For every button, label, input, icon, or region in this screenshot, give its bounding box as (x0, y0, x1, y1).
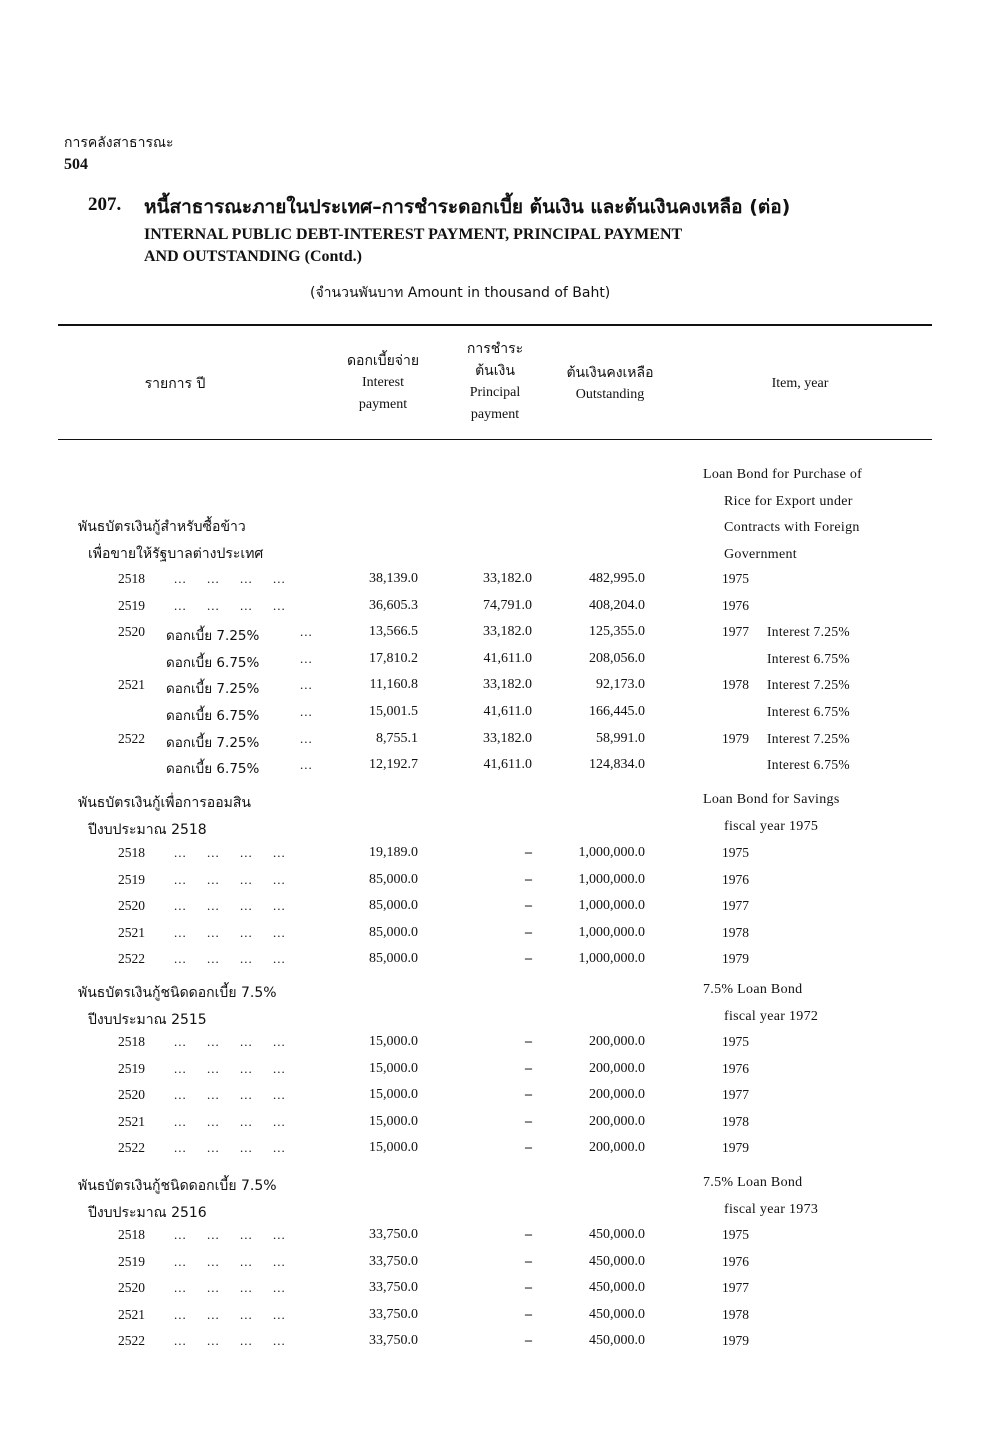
interest-cell: 15,000.0 (369, 1060, 418, 1076)
row-year-en: 1979 (722, 1140, 749, 1156)
col-header-interest: ดอกเบี้ยจ่าย Interest payment (346, 353, 420, 412)
leader-dots: ... ... ... ... (174, 951, 286, 967)
principal-cell: – (525, 845, 532, 860)
outstanding-cell: 1,000,000.0 (578, 845, 645, 860)
interest-cell: 15,000.0 (369, 1140, 418, 1156)
row-year-en: 1978 (722, 924, 749, 940)
row-year-en: 1975 (722, 845, 749, 860)
row-label-th: ดอกเบี้ย 6.75% (166, 761, 260, 778)
col-header-item-en: Item, year (771, 376, 829, 391)
row-label-en: Interest 6.75% (767, 650, 850, 666)
outstanding-cell: 58,991.0 (596, 730, 645, 746)
row-year-th: 2519 (118, 597, 145, 613)
leader-dots: ... ... ... ... (174, 1253, 286, 1269)
leader-dots: ... (300, 650, 313, 666)
interest-cell: 8,755.1 (376, 730, 418, 746)
principal-cell: – (525, 1253, 532, 1269)
interest-cell: 11,160.8 (369, 677, 418, 693)
row-label-en: Interest 6.75% (767, 757, 850, 773)
leader-dots: ... ... ... ... (174, 1060, 286, 1076)
row-year-th: 2519 (118, 1253, 145, 1269)
principal-cell: 33,182.0 (483, 730, 532, 746)
principal-cell: – (525, 1140, 532, 1156)
row-year-en: 1975 (722, 1034, 749, 1049)
leader-dots: ... ... ... ... (174, 845, 286, 860)
principal-cell: – (525, 1227, 532, 1242)
table-title-thai: หนี้สาธารณะภายในประเทศ–การชำระดอกเบี้ย ต้นเงิน และต้นเงินคงเหลือ (ต่อ) (144, 196, 791, 218)
row-year-en: 1975 (722, 571, 749, 586)
row-year-th: 2522 (118, 730, 145, 746)
interest-cell: 85,000.0 (369, 951, 418, 967)
row-year-th: 2519 (118, 1060, 145, 1076)
section-title-en: 7.5% Loan Bond (703, 982, 803, 997)
interest-cell: 19,189.0 (369, 845, 418, 860)
col-header-outstanding: ต้นเงินคงเหลือ Outstanding (566, 365, 654, 402)
unit-note: (จำนวนพันบาท Amount in thousand of Baht) (310, 285, 611, 301)
section-title-en: Loan Bond for Purchase of (703, 467, 863, 482)
principal-cell: – (525, 1034, 532, 1049)
leader-dots: ... (300, 704, 313, 719)
leader-dots: ... ... ... ... (174, 871, 286, 887)
section-title-th: ปีงบประมาณ 2518 (88, 822, 207, 838)
interest-cell: 33,750.0 (369, 1253, 418, 1269)
outstanding-cell: 166,445.0 (589, 704, 645, 719)
outstanding-cell: 200,000.0 (589, 1060, 645, 1076)
leader-dots: ... (300, 730, 313, 746)
outstanding-cell: 450,000.0 (589, 1306, 645, 1322)
row-year-th: 2519 (118, 871, 145, 887)
section-title-th: ปีงบประมาณ 2516 (88, 1205, 207, 1221)
leader-dots: ... ... ... ... (174, 924, 286, 940)
section-title-th: พันธบัตรเงินกู้ชนิดดอกเบี้ย 7.5% (78, 1178, 277, 1194)
row-year-en: 1976 (722, 1253, 749, 1269)
leader-dots: ... ... ... ... (174, 1087, 286, 1103)
leader-dots: ... ... ... ... (174, 1227, 286, 1242)
row-label-th: ดอกเบี้ย 6.75% (166, 708, 260, 724)
row-year-th: 2521 (118, 1306, 145, 1322)
principal-cell: 41,611.0 (483, 650, 532, 666)
principal-cell: – (525, 871, 532, 887)
row-year-en: 1977 (722, 624, 749, 640)
row-year-th: 2522 (118, 1333, 145, 1349)
row-year-th: 2520 (118, 624, 145, 640)
section-title-th: ปีงบประมาณ 2515 (88, 1012, 207, 1028)
outstanding-cell: 1,000,000.0 (578, 924, 645, 940)
section-title-th: พันธบัตรเงินกู้สำหรับซื้อข้าว (78, 519, 246, 535)
outstanding-cell: 124,834.0 (589, 757, 645, 773)
leader-dots: ... ... ... ... (174, 898, 286, 914)
interest-cell: 12,192.7 (369, 757, 418, 773)
section-title-en: 7.5% Loan Bond (703, 1175, 803, 1190)
leader-dots: ... (300, 624, 313, 640)
row-label-th: ดอกเบี้ย 6.75% (166, 654, 260, 671)
principal-cell: – (525, 951, 532, 967)
row-year-en: 1979 (722, 730, 749, 746)
outstanding-cell: 450,000.0 (589, 1253, 645, 1269)
principal-cell: – (525, 1333, 532, 1349)
principal-cell: – (525, 1060, 532, 1076)
interest-cell: 85,000.0 (369, 924, 418, 940)
row-year-th: 2522 (118, 1140, 145, 1156)
row-year-th: 2520 (118, 898, 145, 914)
row-label-en: Interest 7.25% (767, 677, 850, 693)
section-title-en: Rice for Export under (724, 493, 853, 509)
leader-dots: ... ... ... ... (174, 1306, 286, 1322)
interest-cell: 85,000.0 (369, 871, 418, 887)
row-year-en: 1977 (722, 1280, 749, 1296)
row-year-en: 1978 (722, 677, 749, 693)
outstanding-cell: 1,000,000.0 (578, 898, 645, 914)
leader-dots: ... ... ... ... (174, 571, 286, 586)
row-label-th: ดอกเบี้ย 7.25% (166, 628, 260, 645)
interest-cell: 85,000.0 (369, 898, 418, 914)
row-year-en: 1976 (722, 597, 749, 613)
row-year-en: 1977 (722, 898, 749, 914)
outstanding-cell: 482,995.0 (589, 571, 645, 586)
row-label-th: ดอกเบี้ย 7.25% (166, 734, 260, 751)
table-title-english-2: AND OUTSTANDING (Contd.) (144, 248, 362, 265)
section-title-en: Contracts with Foreign (724, 520, 860, 535)
principal-cell: 41,611.0 (483, 757, 532, 773)
row-year-th: 2518 (118, 571, 145, 586)
section-title-th: พันธบัตรเงินกู้เพื่อการออมสิน (78, 795, 251, 811)
interest-cell: 13,566.5 (369, 624, 418, 640)
principal-cell: – (525, 898, 532, 914)
running-title: การคลังสาธารณะ (64, 135, 174, 151)
principal-cell: 33,182.0 (483, 624, 532, 640)
section-title-th: เพื่อขายให้รัฐบาลต่างประเทศ (88, 546, 264, 562)
row-year-th: 2521 (118, 924, 145, 940)
row-label-en: Interest 7.25% (767, 730, 850, 746)
row-year-en: 1975 (722, 1227, 749, 1242)
page-number: 504 (64, 156, 88, 173)
outstanding-cell: 450,000.0 (589, 1333, 645, 1349)
outstanding-cell: 1,000,000.0 (578, 871, 645, 887)
outstanding-cell: 200,000.0 (589, 1034, 645, 1049)
outstanding-cell: 125,355.0 (589, 624, 645, 640)
leader-dots: ... (300, 757, 313, 773)
table-title-english-1: INTERNAL PUBLIC DEBT-INTEREST PAYMENT, PRINCIPAL PAYMENT (144, 226, 683, 243)
principal-cell: – (525, 1280, 532, 1296)
principal-cell: – (525, 1306, 532, 1322)
outstanding-cell: 208,056.0 (589, 650, 645, 666)
principal-cell: – (525, 1087, 532, 1103)
leader-dots: ... ... ... ... (174, 597, 286, 613)
outstanding-cell: 1,000,000.0 (578, 951, 645, 967)
interest-cell: 36,605.3 (369, 597, 418, 613)
outstanding-cell: 450,000.0 (589, 1227, 645, 1242)
leader-dots: ... ... ... ... (174, 1034, 286, 1049)
leader-dots: ... (300, 677, 313, 693)
section-title-en: fiscal year 1972 (724, 1008, 819, 1024)
leader-dots: ... ... ... ... (174, 1113, 286, 1129)
principal-cell: 41,611.0 (483, 704, 532, 719)
row-year-th: 2522 (118, 951, 145, 967)
interest-cell: 15,000.0 (369, 1087, 418, 1103)
interest-cell: 33,750.0 (369, 1306, 418, 1322)
interest-cell: 15,000.0 (369, 1113, 418, 1129)
header-bottom-rule (58, 439, 932, 440)
row-label-en: Interest 6.75% (767, 704, 850, 719)
col-header-principal: การชำระ ต้นเงิน Principal payment (466, 341, 524, 422)
row-year-en: 1979 (722, 951, 749, 967)
row-year-en: 1978 (722, 1306, 749, 1322)
row-year-th: 2520 (118, 1280, 145, 1296)
interest-cell: 33,750.0 (369, 1280, 418, 1296)
section-title-en: Government (724, 546, 797, 562)
outstanding-cell: 92,173.0 (596, 677, 645, 693)
principal-cell: 33,182.0 (483, 571, 532, 586)
outstanding-cell: 200,000.0 (589, 1087, 645, 1103)
row-year-en: 1979 (722, 1333, 749, 1349)
interest-cell: 33,750.0 (369, 1227, 418, 1242)
section-title-en: fiscal year 1975 (724, 818, 819, 834)
outstanding-cell: 200,000.0 (589, 1113, 645, 1129)
section-title-en: fiscal year 1973 (724, 1201, 819, 1217)
leader-dots: ... ... ... ... (174, 1280, 286, 1296)
row-year-th: 2521 (118, 1113, 145, 1129)
interest-cell: 17,810.2 (369, 650, 418, 666)
row-year-th: 2518 (118, 845, 145, 860)
col-header-item-th: รายการ ปี (144, 376, 206, 392)
row-year-th: 2520 (118, 1087, 145, 1103)
principal-cell: – (525, 1113, 532, 1129)
section-title-en: Loan Bond for Savings (703, 792, 840, 807)
leader-dots: ... ... ... ... (174, 1333, 286, 1349)
header-top-rule (58, 324, 932, 326)
row-year-th: 2518 (118, 1034, 145, 1049)
interest-cell: 33,750.0 (369, 1333, 418, 1349)
outstanding-cell: 200,000.0 (589, 1140, 645, 1156)
leader-dots: ... ... ... ... (174, 1140, 286, 1156)
row-year-en: 1978 (722, 1113, 749, 1129)
row-label-th: ดอกเบี้ย 7.25% (166, 681, 260, 698)
row-year-en: 1977 (722, 1087, 749, 1103)
row-label-en: Interest 7.25% (767, 624, 850, 640)
principal-cell: 33,182.0 (483, 677, 532, 693)
interest-cell: 15,000.0 (369, 1034, 418, 1049)
row-year-en: 1976 (722, 1060, 749, 1076)
row-year-th: 2518 (118, 1227, 145, 1242)
principal-cell: 74,791.0 (483, 597, 532, 613)
section-title-th: พันธบัตรเงินกู้ชนิดดอกเบี้ย 7.5% (78, 985, 277, 1001)
principal-cell: – (525, 924, 532, 940)
interest-cell: 38,139.0 (369, 571, 418, 586)
row-year-th: 2521 (118, 677, 145, 693)
outstanding-cell: 408,204.0 (589, 597, 645, 613)
outstanding-cell: 450,000.0 (589, 1280, 645, 1296)
table-number: 207. (88, 194, 122, 215)
row-year-en: 1976 (722, 871, 749, 887)
interest-cell: 15,001.5 (369, 704, 418, 719)
